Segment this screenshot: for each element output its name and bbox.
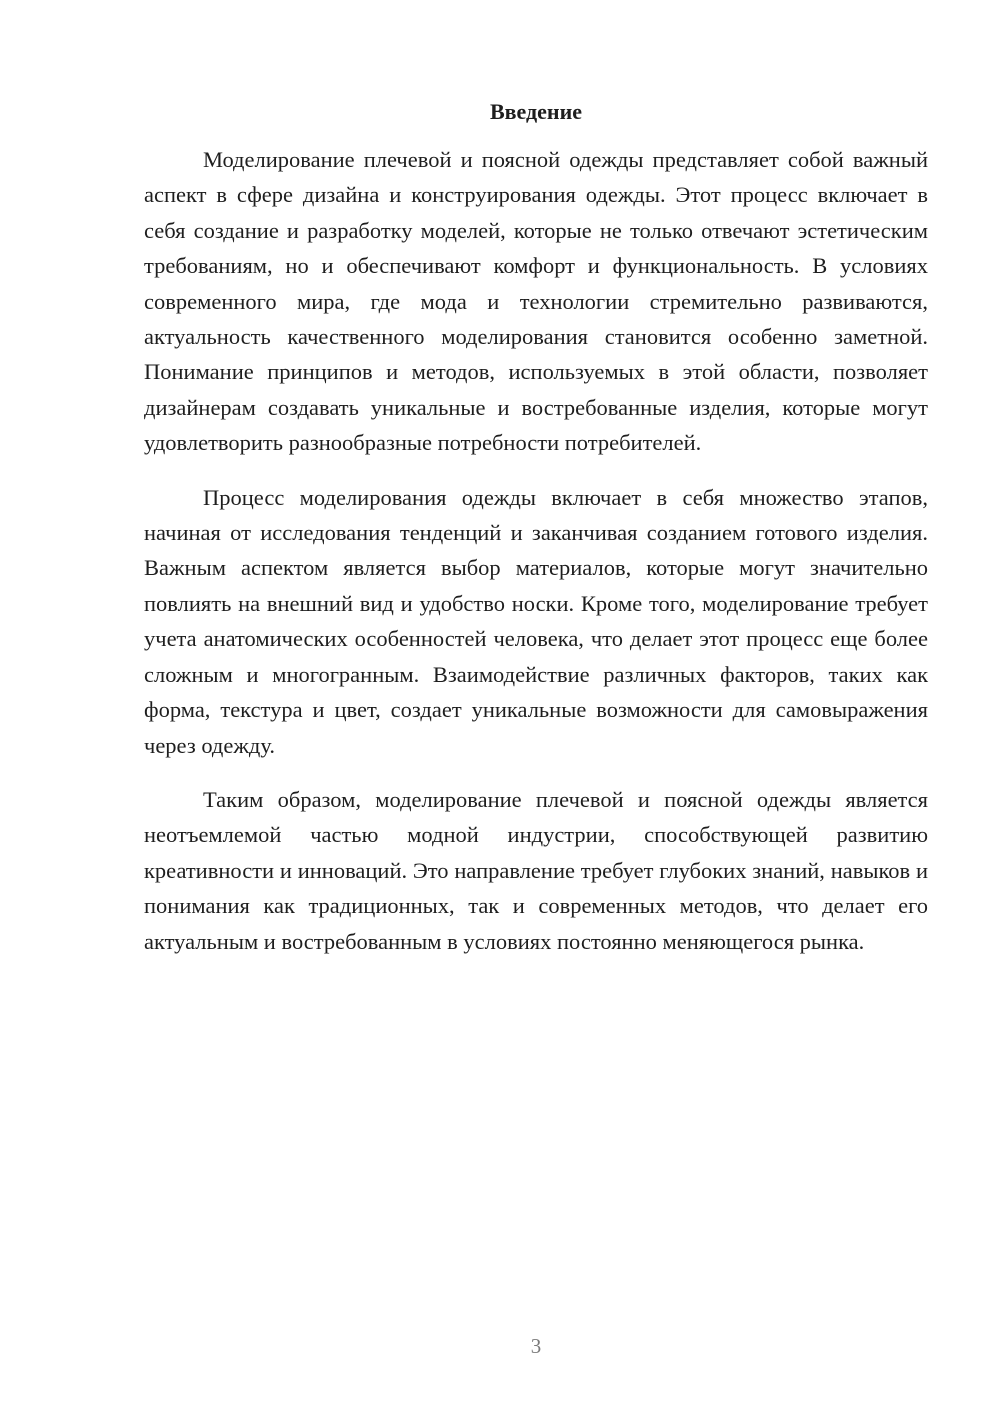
body-text	[144, 142, 928, 959]
paragraph-3: Таким образом, моделирование плечевой и поясной одежды является неотъемлемой частью модной индустрии, способствующей развитию креативности и инноваций. Это направление требует глубоких знаний, навыков и понимания как традиционных, так и современных методов, что делает его актуальным и востребованным в условиях постоянно меняющегося рынка.	[144, 786, 928, 954]
paragraph-1: Моделирование плечевой и поясной одежды представляет собой важный аспект в сфере дизайна и конструирования одежды. Этот процесс включает в себя создание и разработку моделей, которые не только отвечают эстетическим требованиям, но и обеспечивают комфорт и функциональность. В условиях современного мира, где мода и технологии стремительно развиваются, актуальность качественного моделирования становится особенно заметной. Понимание принципов и методов, используемых в этой области, позволяет дизайнерам создавать уникальные и востребованные изделия, которые могут удовлетворить разнообразные потребности потребителей.	[144, 147, 928, 456]
page-number: 3	[530, 1334, 542, 1358]
paragraph-2: Процесс моделирования одежды включает в себя множество этапов, начиная от исследования тенденций и заканчивая созданием готового изделия. Важным аспектом является выбор материалов, которые могут значительно повлиять на внешний вид и удобство носки. Кроме того, моделирование требует учета анатомических особенностей человека, что делает этот процесс еще более сложным и многогранным. Взаимодействие различных факторов, таких как форма, текстура и цвет, создает уникальные возможности для самовыражения через одежду.	[144, 484, 928, 758]
section-heading: Введение	[489, 99, 583, 124]
